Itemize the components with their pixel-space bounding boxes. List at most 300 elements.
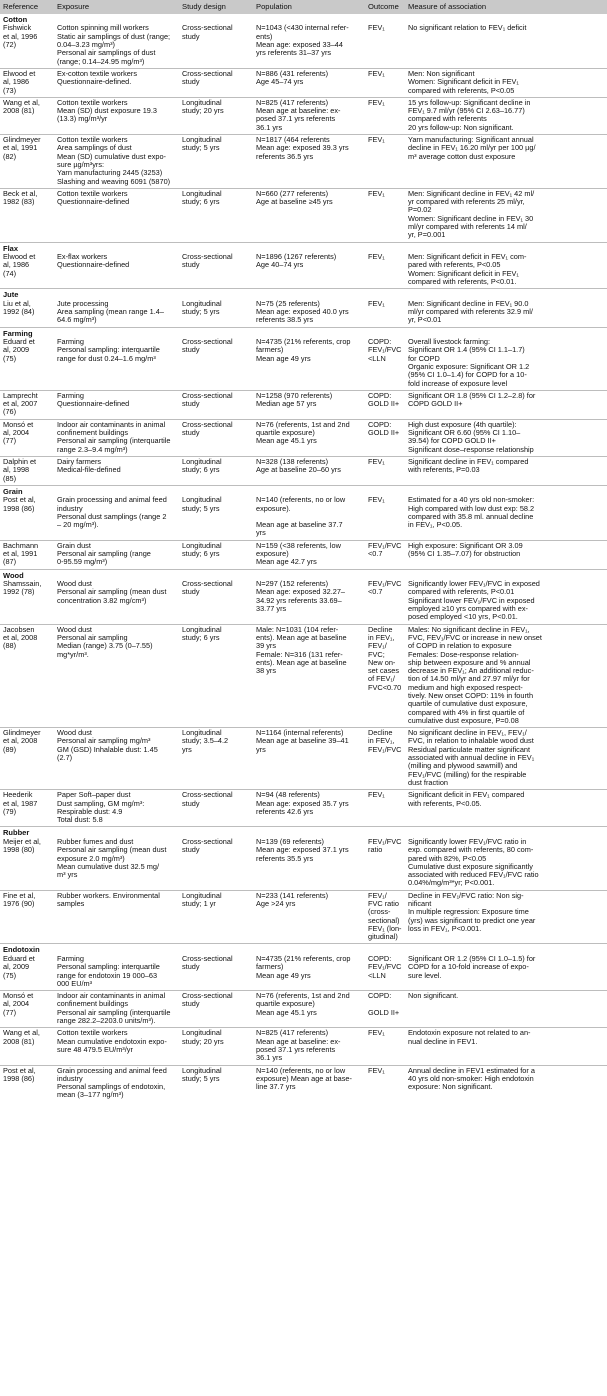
cell-line: (79) (3, 806, 17, 816)
cell-population (253, 624, 365, 728)
cell-line: quartile exposure) (256, 428, 315, 438)
cell-outcome (365, 580, 405, 624)
cell-line: associated with reduced FEV₁/FVC ratio (408, 870, 539, 880)
cell-study-design (179, 419, 253, 456)
cell-line: 2008 (81) (3, 1036, 35, 1046)
cell-line: ents). Mean age at baseline (256, 657, 347, 667)
cell-line: 64.6 mg/m³) (57, 315, 97, 325)
cell-reference (0, 24, 54, 68)
table-row (0, 300, 607, 327)
cell-line: GOLD II+ (368, 428, 400, 438)
cell-population (253, 838, 365, 890)
cell-measure (405, 955, 607, 991)
cell-line: (13.3) mg/m³/yr (57, 114, 108, 124)
cell-line: Cross-sectional (182, 68, 233, 78)
cell-line: Cross-sectional (182, 953, 233, 963)
cell-study-design (179, 1065, 253, 1102)
cell-line: Monsó et (3, 419, 34, 429)
cell-line: Longitudinal (182, 97, 222, 107)
cell-reference (0, 1065, 54, 1102)
cell-population (253, 135, 365, 189)
cell-population (253, 456, 365, 485)
cell-population (253, 790, 365, 827)
cell-line: ratio (368, 845, 383, 855)
section-title: Grain (3, 486, 23, 496)
cell-line: Longitudinal (182, 728, 222, 738)
cell-line: al, 1998 (3, 465, 30, 475)
cell-line: industry (57, 1073, 83, 1083)
cell-line: Personal air samplings of dust (57, 48, 156, 58)
cell-outcome (365, 68, 405, 97)
cell-line: study; 20 yrs (182, 106, 224, 116)
cell-line: ents) (256, 31, 273, 41)
cell-line: 38 yrs (256, 666, 276, 676)
cell-outcome (365, 419, 405, 456)
cell-line: N=825 (417 referents) (256, 97, 329, 107)
table-row (0, 890, 607, 944)
cell-line: Significant OR 1.4 (95% CI 1.1–1.7) (408, 345, 525, 355)
cell-line: Ex-cotton textile workers (57, 68, 137, 78)
cell-measure (405, 624, 607, 728)
cell-line: (82) (3, 151, 17, 161)
cell-line: 1982 (83) (3, 197, 35, 207)
cell-line: referents 42.6 yrs (256, 806, 314, 816)
cell-exposure (54, 390, 179, 419)
cell-line: Median age 57 yrs (256, 399, 317, 409)
cell-line: Ex-flax workers (57, 252, 108, 262)
cell-line: N=1258 (970 referents) (256, 390, 333, 400)
cell-line: COPD: (368, 953, 392, 963)
cell-line: Annual decline in FEV1 estimated for a (408, 1065, 535, 1075)
cell-line: Paper Soft–paper dust (57, 790, 131, 800)
cell-line: N=94 (48 referents) (256, 790, 320, 800)
cell-line: FEV₁/ (368, 641, 387, 651)
section-title: Farming (3, 328, 33, 338)
cell-exposure (54, 188, 179, 242)
cell-line: (2.7) (57, 753, 73, 763)
cell-exposure (54, 97, 179, 134)
cell-line: 0.04%/mg/m³*yr; P<0.001. (408, 878, 495, 888)
cell-line: (88) (3, 641, 17, 651)
header-row (0, 0, 607, 14)
cell-reference (0, 1028, 54, 1065)
cell-line: medium and high exposed respect- (408, 682, 523, 692)
cell-line: referents 35.5 yrs (256, 853, 314, 863)
cell-population (253, 728, 365, 790)
cell-outcome (365, 624, 405, 728)
cell-line: N=886 (431 referents) (256, 68, 329, 78)
cell-line: FVC, in relation to inhalable wood dust (408, 736, 534, 746)
cell-line: FEV₁ (368, 1028, 385, 1038)
cell-line: study; 5 yrs (182, 503, 220, 513)
cell-line: al, 2009 (3, 962, 30, 972)
cell-line: concentration 3.82 mg/cm³) (57, 595, 147, 605)
cell-line: al, 1986 (3, 260, 30, 270)
cell-study-design (179, 390, 253, 419)
cell-line: COPD: (368, 390, 392, 400)
cell-study-design (179, 540, 253, 569)
cell-line: ml/yr compared with referents 14 ml/ (408, 222, 527, 231)
cell-line: No significant decline in FEV₁, FEV₁/ (408, 728, 527, 738)
header-reference: Reference (0, 0, 54, 14)
cell-line: Longitudinal (182, 495, 222, 505)
cell-line: Men: Non significant (408, 68, 475, 78)
cell-line: Farming (57, 953, 84, 963)
cell-line: 33.77 yrs (256, 604, 287, 614)
section-title: Cotton (3, 15, 28, 24)
cell-line: (72) (3, 40, 17, 50)
cell-line: sure 48 479.5 EU/m³/yr (57, 1044, 133, 1054)
cell-study-design (179, 97, 253, 134)
cell-line: N=1164 (internal referents) (256, 728, 344, 738)
cell-line: study (182, 399, 200, 409)
section-title: Flax (3, 243, 19, 253)
cell-reference (0, 390, 54, 419)
cell-line: <0.7 (368, 587, 383, 597)
cell-line: pared with referents, P<0.05 (408, 260, 501, 270)
table-row (0, 253, 607, 289)
cell-line: Personal air sampling mg/m³ (57, 736, 151, 746)
cell-line: Area samplings of dust (57, 143, 132, 153)
cell-exposure (54, 790, 179, 827)
cell-line: Dairy farmers (57, 456, 102, 466)
cell-exposure (54, 300, 179, 327)
cell-line: Jute processing (57, 298, 109, 308)
cell-line: COPD GOLD II+ (408, 399, 463, 409)
cell-outcome (365, 496, 405, 540)
cell-population (253, 390, 365, 419)
cell-measure (405, 419, 607, 456)
cell-line: Yarn manufacturing 2445 (3253) (57, 168, 163, 178)
section-title: Endotoxin (3, 945, 40, 955)
table-row (0, 496, 607, 540)
cell-outcome (365, 456, 405, 485)
table-row (0, 1065, 607, 1102)
cell-line: COPD: (368, 991, 392, 1001)
cell-line: Mean (SD) cumulative dust expo- (57, 151, 166, 161)
cell-line: Farming (57, 337, 84, 347)
cell-line: Personal air sampling (mean dust (57, 587, 167, 597)
cell-line: referents 38.5 yrs (256, 315, 314, 325)
cell-outcome (365, 728, 405, 790)
cell-line: Age 40–74 yrs (256, 260, 304, 270)
cell-line: Indoor air contaminants in animal (57, 419, 166, 429)
cell-line: confinement buildings (57, 428, 129, 438)
cell-line: Mean age: exposed 39.3 yrs (256, 143, 349, 153)
cell-line: pared with 82%, P<0.05 (408, 853, 487, 863)
cell-line: Respirable dust: 4.9 (57, 806, 123, 816)
cell-line: Female: N=316 (131 refer- (256, 649, 343, 659)
cell-line: study; 1 yr (182, 899, 216, 908)
cell-measure (405, 790, 607, 827)
cell-line: range for endotoxin 19 000–63 (57, 970, 158, 980)
cell-line: Longitudinal (182, 135, 222, 145)
cell-line: of COPD in relation to exposure (408, 641, 512, 651)
cell-line: 2008 (81) (3, 106, 35, 116)
cell-line: COPD: (368, 419, 392, 429)
cell-line: Age >24 yrs (256, 899, 296, 908)
cell-line: FEV₁ (368, 252, 385, 262)
cell-line: compared with referents, P<0.05 (408, 85, 515, 95)
cell-reference (0, 419, 54, 456)
cell-line: Overall livestock farming: (408, 337, 491, 347)
cell-line: posed 37.1 yrs referents (256, 114, 336, 124)
cell-line: Longitudinal (182, 456, 222, 466)
cell-reference (0, 580, 54, 624)
cell-reference (0, 838, 54, 890)
cell-measure (405, 390, 607, 419)
cell-line: FVC; (368, 649, 385, 659)
cell-line: yrs referents 31–37 yrs (256, 48, 332, 58)
cell-study-design (179, 456, 253, 485)
cell-line: Area sampling (mean range 1.4– (57, 307, 164, 317)
cell-outcome (365, 135, 405, 189)
cell-line: et al, 1987 (3, 798, 38, 808)
cell-line: Decline (368, 728, 393, 738)
cell-line: et al, 1991 (3, 143, 38, 153)
cell-line: N=1896 (1267 referents) (256, 252, 337, 262)
cell-line: 1998 (86) (3, 1073, 35, 1083)
cell-line: et al, 2008 (3, 736, 38, 746)
cell-line: Significant OR 6.60 (95% CI 1.10– (408, 428, 521, 438)
cell-outcome (365, 540, 405, 569)
cell-line: FEV₁ 9.7 ml/yr (95% CI 2.63–16.77) (408, 106, 525, 116)
cell-line: study (182, 962, 200, 972)
cell-line: N=76 (referents, 1st and 2nd (256, 991, 350, 1001)
cell-line: Rubber fumes and dust (57, 836, 134, 846)
cell-line: Longitudinal (182, 624, 222, 634)
section-title: Wood (3, 570, 24, 580)
cell-measure (405, 188, 607, 242)
header-population: Population (253, 0, 365, 14)
cell-line: Eduard et (3, 337, 35, 347)
cell-line: Cumulative dust exposure significantly (408, 861, 533, 871)
cell-line: Heederik (3, 790, 33, 800)
cell-line: Longitudinal (182, 890, 222, 900)
cell-line: ents). Mean age at baseline (256, 632, 347, 642)
cell-study-design (179, 1028, 253, 1065)
cell-line: employed ≥10 yrs compared with ex- (408, 604, 528, 614)
table-row (0, 1028, 607, 1065)
cell-line: 0.04–3.23 mg/m³) (57, 40, 115, 50)
cell-line: Women: Significant deficit in FEV₁ (408, 268, 519, 278)
cell-line: compared with referents, P<0.01 (408, 587, 515, 597)
table-row (0, 540, 607, 569)
cell-line: Elwood et (3, 68, 36, 78)
cell-study-design (179, 68, 253, 97)
cell-line: Questionnaire-defined (57, 399, 130, 409)
cell-line: study (182, 428, 200, 438)
cell-line: Wood dust (57, 728, 92, 738)
cell-line: Wood dust (57, 624, 92, 634)
cell-line: N=233 (141 referents) (256, 890, 329, 900)
table-row (0, 68, 607, 97)
table-row (0, 188, 607, 242)
cell-line: tion of 14.50 ml/yr and 27.97 ml/yr for (408, 674, 530, 684)
cell-line: Age 45–74 yrs (256, 77, 304, 87)
cell-line: exposure). (256, 503, 291, 513)
cell-population (253, 300, 365, 327)
cell-line: Cross-sectional (182, 790, 233, 800)
cell-line: sure µg/m³yrs: (57, 159, 105, 169)
cell-line: N=4735 (21% referents, crop (256, 953, 351, 963)
cell-line: FVC, FEV₁/FVC or increase in new onset (408, 632, 542, 642)
cell-reference (0, 97, 54, 134)
cell-line: et al, 2007 (3, 399, 38, 409)
cell-line: in FEV₁, P<0.05. (408, 520, 463, 530)
cell-measure (405, 540, 607, 569)
cell-line: FEV₁/FVC (368, 744, 402, 754)
cell-exposure (54, 338, 179, 390)
cell-line: exposure) Mean age at base- (256, 1073, 352, 1083)
cell-line: Decline (368, 624, 393, 634)
cell-measure (405, 838, 607, 890)
cell-line: al, 2004 (3, 999, 30, 1009)
cell-measure (405, 97, 607, 134)
cell-line: with referents, P=0.03 (408, 465, 480, 475)
cell-line: FEV₁ (368, 23, 385, 33)
cell-line: Cotton textile workers (57, 135, 128, 145)
cell-line: 1992 (84) (3, 307, 35, 317)
cell-study-design (179, 838, 253, 890)
cell-line: Mean age at baseline: ex- (256, 1036, 341, 1046)
cell-line: study (182, 31, 200, 41)
cell-line: 34.92 yrs referents 33.69– (256, 595, 342, 605)
cell-line: 1992 (78) (3, 587, 35, 597)
cell-line: FVC ratio (368, 899, 400, 908)
cell-study-design (179, 188, 253, 242)
cell-line: line 37.7 yrs (256, 1082, 296, 1092)
cell-study-design (179, 955, 253, 991)
cell-study-design (179, 790, 253, 827)
cell-population (253, 991, 365, 1028)
cell-line: Monsó et (3, 991, 34, 1001)
cell-line: GM (GSD) Inhalable dust: 1.45 (57, 744, 158, 754)
cell-line: dust fraction (408, 777, 449, 787)
cell-line: Endotoxin exposure not related to an- (408, 1028, 531, 1038)
cell-line: decline in FEV₁ 16.20 ml/yr per 100 µg/ (408, 143, 536, 153)
cell-line: Longitudinal (182, 188, 222, 198)
table-row (0, 338, 607, 390)
cell-reference (0, 540, 54, 569)
cell-population (253, 24, 365, 68)
header-outcome: Outcome (365, 0, 405, 14)
table-row (0, 728, 607, 790)
cell-line: N=140 (referents, no or low (256, 495, 346, 505)
cell-line: nual decline in FEV1. (408, 1036, 478, 1046)
cell-line: (87) (3, 557, 17, 567)
cell-line: (73) (3, 85, 17, 95)
cell-line: Rubber workers. Environmental (57, 890, 160, 900)
cell-outcome (365, 1028, 405, 1065)
cell-line: study; 6 yrs (182, 197, 220, 207)
cell-line: Jacobsen (3, 624, 35, 634)
cell-line: Significantly lower FEV₁/FVC ratio in (408, 836, 527, 846)
cell-line: exposure 2.0 mg/m³) (57, 853, 125, 863)
cell-outcome (365, 1065, 405, 1102)
cell-line: Age at baseline ≥45 yrs (256, 197, 333, 207)
table-row (0, 419, 607, 456)
cell-measure (405, 890, 607, 944)
cell-line: Significant deficit in FEV₁ compared (408, 790, 525, 800)
cell-line: Fishwick (3, 23, 32, 33)
cell-population (253, 68, 365, 97)
header-study-design: Study design (179, 0, 253, 14)
cell-line: Mean age at baseline: ex- (256, 106, 341, 116)
cell-line: Bachmann (3, 540, 39, 550)
cell-line: Mean cumulative dust 32.5 mg/ (57, 861, 160, 871)
cell-line: (range; 0.14–24.95 mg/m³) (57, 56, 145, 66)
cell-line: Questionnaire-defined. (57, 77, 132, 87)
cell-line: Significant OR 1.8 (95% CI 1.2–2.8) for (408, 390, 536, 400)
cell-line: Mean cumulative endotoxin expo- (57, 1036, 167, 1046)
cell-line: (77) (3, 1007, 17, 1017)
cell-reference (0, 955, 54, 991)
cell-line: N=1817 (464 referents (256, 135, 330, 145)
cell-line: COPD: (368, 337, 392, 347)
cell-outcome (365, 955, 405, 991)
cell-line: Cross-sectional (182, 390, 233, 400)
cell-line: exposure: Non significant. (408, 1082, 493, 1092)
cell-line: FEV₁ (368, 790, 385, 800)
cell-line: study; 5 yrs (182, 1073, 220, 1083)
cell-line: High dust exposure (4th quartile): (408, 419, 517, 429)
cell-line: FEV₁ (368, 495, 385, 505)
cell-line: Grain processing and animal feed (57, 495, 167, 505)
section-title: Rubber (3, 828, 30, 838)
table-row (0, 97, 607, 134)
cell-line: Cross-sectional (182, 419, 233, 429)
cell-line: study (182, 345, 200, 355)
cell-line: Cross-sectional (182, 23, 233, 33)
cell-line: In multiple regression: Exposure time (408, 907, 529, 917)
cell-line: (milling and plywood sawmill) and (408, 761, 518, 771)
cell-outcome (365, 338, 405, 390)
cell-measure (405, 135, 607, 189)
cell-reference (0, 496, 54, 540)
cell-line: Mean age 45.1 yrs (256, 1007, 317, 1017)
cell-line: 1998 (80) (3, 845, 35, 855)
cell-measure (405, 728, 607, 790)
cell-line: Decline in FEV₁/FVC ratio: Non sig- (408, 890, 524, 900)
cell-line: Women: Significant deficit in FEV₁ (408, 77, 519, 87)
cell-line: Cross-sectional (182, 991, 233, 1001)
table-row (0, 790, 607, 827)
table-body (0, 14, 607, 1102)
cell-line: Fine et al, (3, 890, 36, 900)
cell-outcome (365, 390, 405, 419)
cell-line: study (182, 845, 200, 855)
cell-line: of FEV₁/ (368, 674, 395, 684)
cell-line: (74) (3, 268, 17, 278)
table-row (0, 135, 607, 189)
table-row (0, 838, 607, 890)
cell-line: Longitudinal (182, 298, 222, 308)
cell-line: N=139 (69 referents) (256, 836, 324, 846)
cell-population (253, 97, 365, 134)
cell-line: GOLD II+ (368, 1007, 400, 1017)
cell-line: Male: N=1031 (104 refer- (256, 624, 339, 634)
cell-line: for COPD (408, 353, 440, 363)
cell-measure (405, 300, 607, 327)
cell-line: Cross-sectional (182, 836, 233, 846)
cell-outcome (365, 24, 405, 68)
cell-population (253, 338, 365, 390)
cell-line: Age at baseline 20–60 yrs (256, 465, 341, 475)
cell-line: confinement buildings (57, 999, 129, 1009)
cell-reference (0, 890, 54, 944)
cell-line: et al, 1991 (3, 549, 38, 559)
